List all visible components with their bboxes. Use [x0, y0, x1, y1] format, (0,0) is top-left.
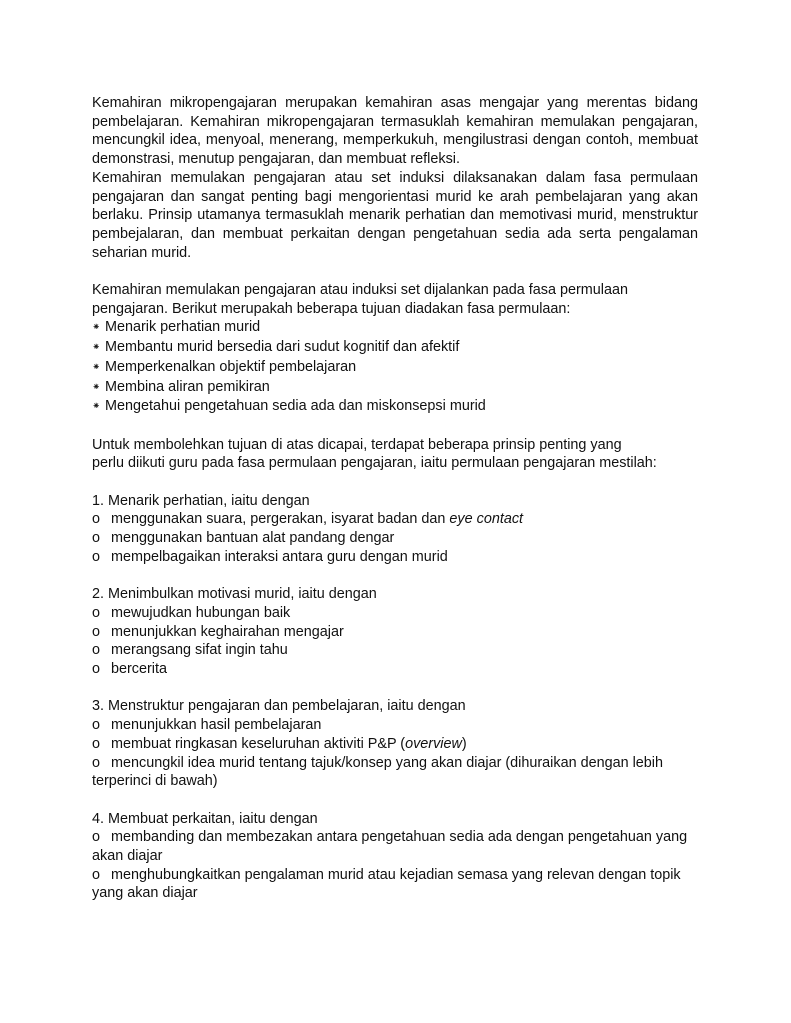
circle-bullet-icon: o — [92, 754, 101, 771]
purpose-list — [92, 318, 698, 417]
list-item: o menggunakan suara, pergerakan, isyarat badan dan eye contact — [92, 511, 524, 528]
section-2 — [92, 585, 698, 679]
list-item: ⁕ Menarik perhatian murid — [92, 318, 698, 338]
section-heading: 1. Menarik perhatian, iaitu dengan — [92, 492, 310, 509]
list-item: o menunjukkan hasil pembelajaran — [92, 717, 322, 734]
asterisk-bullet-icon: ⁕ — [92, 322, 101, 334]
asterisk-bullet-icon: ⁕ — [92, 342, 101, 354]
list-item: o membanding dan membezakan antara pengetahuan sedia ada dengan pengetahuan yang akan diajar — [92, 829, 688, 865]
section-heading: 4. Membuat perkaitan, iaitu dengan — [92, 810, 318, 827]
purpose-line-1: Kemahiran memulakan pengajaran atau induksi set dijalankan pada fasa permulaan — [92, 282, 628, 299]
list-item: o mewujudkan hubungan baik — [92, 604, 291, 621]
principle-line-1: Untuk membolehkan tujuan di atas dicapai, terdapat beberapa prinsip penting yang — [92, 436, 622, 453]
principle-line-2: perlu diikuti guru pada fasa permulaan pengajaran, iaitu permulaan pengajaran mestilah: — [92, 455, 657, 472]
section-heading: 2. Menimbulkan motivasi murid, iaitu dengan — [92, 586, 377, 603]
list-item: ⁕ Membantu murid bersedia dari sudut kognitif dan afektif — [92, 338, 698, 358]
list-item: o mencungkil idea murid tentang tajuk/konsep yang akan diajar (dihuraikan dengan lebih terperinci di bawah) — [92, 754, 664, 790]
asterisk-bullet-icon: ⁕ — [92, 381, 101, 393]
circle-bullet-icon: o — [92, 717, 101, 734]
list-item: o membuat ringkasan keseluruhan aktiviti P&P (overview) — [92, 735, 467, 752]
section-3 — [92, 697, 698, 791]
list-item: ⁕ Memperkenalkan objektif pembelajaran — [92, 358, 698, 378]
section-4 — [92, 810, 698, 904]
circle-bullet-icon: o — [92, 642, 101, 659]
intro-paragraph-1: Kemahiran mikropengajaran merupakan kemahiran asas mengajar yang merentas bidang pembelajaran. Kemahiran mikropengajaran termasuklah kemahiran memulakan pengajaran, mencungkil idea, menyoal, menerang, memperkukuh, mengilustrasi dengan contoh, membuat demonstrasi, menutup pengajaran, dan membuat refleksi. — [92, 95, 698, 168]
list-item: o menunjukkan keghairahan mengajar — [92, 623, 344, 640]
circle-bullet-icon: o — [92, 661, 101, 678]
section-1 — [92, 492, 698, 567]
circle-bullet-icon: o — [92, 511, 101, 528]
asterisk-bullet-icon: ⁕ — [92, 361, 101, 373]
principle-intro — [92, 436, 698, 473]
circle-bullet-icon: o — [92, 623, 101, 640]
circle-bullet-icon: o — [92, 604, 101, 621]
document-body — [92, 94, 698, 903]
purpose-intro — [92, 281, 698, 318]
asterisk-bullet-icon: ⁕ — [92, 401, 101, 413]
circle-bullet-icon: o — [92, 829, 101, 846]
list-item: o menggunakan bantuan alat pandang dengar — [92, 530, 395, 547]
list-item: o mempelbagaikan interaksi antara guru dengan murid — [92, 548, 448, 565]
list-item: ⁕ Mengetahui pengetahuan sedia ada dan miskonsepsi murid — [92, 397, 698, 417]
section-heading: 3. Menstruktur pengajaran dan pembelajaran, iaitu dengan — [92, 698, 466, 715]
intro-paragraph-2: Kemahiran memulakan pengajaran atau set induksi dilaksanakan dalam fasa permulaan pengajaran dan sangat penting bagi mengorientasi murid ke arah pembelajaran yang akan berlaku. Prinsip utamanya termasuklah menarik perhatian dan memotivasi murid, menstruktur pembejalaran, dan membuat perkaitan dengan pengetahuan sedia ada serta pengalaman seharian murid. — [92, 169, 698, 261]
circle-bullet-icon: o — [92, 548, 101, 565]
circle-bullet-icon: o — [92, 735, 101, 752]
circle-bullet-icon: o — [92, 530, 101, 547]
purpose-line-2: pengajaran. Berikut merupakah beberapa tujuan diadakan fasa permulaan: — [92, 300, 571, 317]
list-item: o bercerita — [92, 661, 167, 678]
list-item: ⁕ Membina aliran pemikiran — [92, 378, 698, 398]
circle-bullet-icon: o — [92, 866, 101, 883]
list-item: o menghubungkaitkan pengalaman murid atau kejadian semasa yang relevan dengan topik yang akan diajar — [92, 866, 681, 902]
list-item: o merangsang sifat ingin tahu — [92, 642, 288, 659]
